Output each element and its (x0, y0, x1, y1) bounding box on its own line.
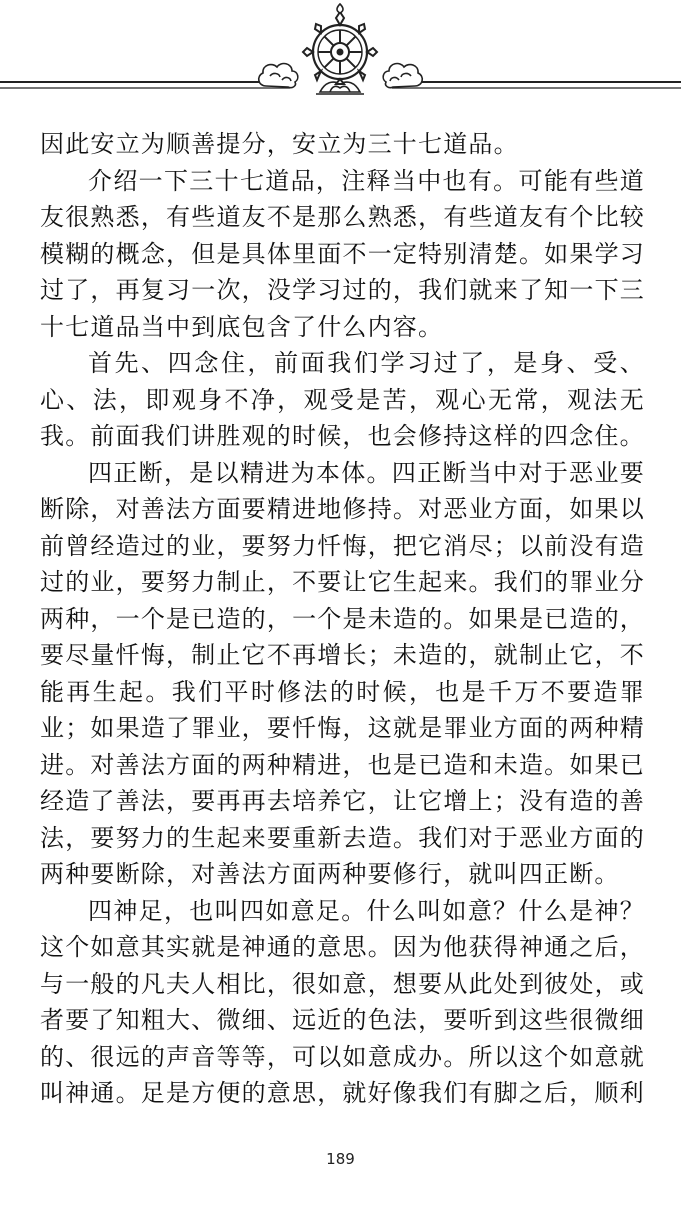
paragraph: 四正断，是以精进为本体。四正断当中对于恶业要断除，对善法方面要精进地修持。对恶业方面，如果以前曾经造过的业，要努力忏悔，把它消尽；以前没有造过的业，要努力制止，不要让它生起来。我们的罪业分两种，一个是已造的，一个是未造的。如果是已造的，要尽量忏悔，制止它不再增长；未造的，就制止它，不能再生起。我们平时修法的时候，也是千万不要造罪业；如果造了罪业，要忏悔，这就是罪业方面的两种精进。对善法方面的两种精进，也是已造和未造。如果已经造了善法，要再再去培养它，让它增上；没有造的善法，要努力的生起来要重新去造。我们对于恶业方面的两种要断除，对善法方面两种要修行，就叫四正断。 (40, 458, 645, 888)
paragraph: 四神足，也叫四如意足。什么叫如意？什么是神？这个如意其实就是神通的意思。因为他获得神通之后，与一般的凡夫人相比，很如意，想要从此处到彼处，或者要了知粗大、微细、远近的色法，要听到这些很微细的、很远的声音等等，可以如意成办。所以这个如意就叫神通。足是方便的意思，就好像我们有脚之后，顺利 (40, 896, 645, 1107)
paragraph: 介绍一下三十七道品，注释当中也有。可能有些道友很熟悉，有些道友不是那么熟悉，有些道友有个比较模糊的概念，但是具体里面不一定特别清楚。如果学习过了，再复习一次，没学习过的，我们就来了知一下三十七道品当中到底包含了什么内容。 (40, 166, 645, 341)
page-header (0, 0, 681, 110)
paragraph: 首先、四念住，前面我们学习过了，是身、受、心、法，即观身不净，观受是苦，观心无常，观法无我。前面我们讲胜观的时候，也会修持这样的四念住。 (40, 349, 645, 450)
page-number: 189 (326, 1150, 355, 1168)
dharma-wheel-icon (303, 4, 377, 84)
header-rule-right (392, 82, 681, 88)
header-rule-left (0, 82, 290, 88)
page-body (40, 126, 645, 1112)
header-ornament (0, 0, 681, 110)
paragraph: 因此安立为顺善提分，安立为三十七道品。 (40, 130, 519, 158)
right-cloud-icon (383, 64, 422, 88)
left-cloud-icon (259, 64, 298, 88)
